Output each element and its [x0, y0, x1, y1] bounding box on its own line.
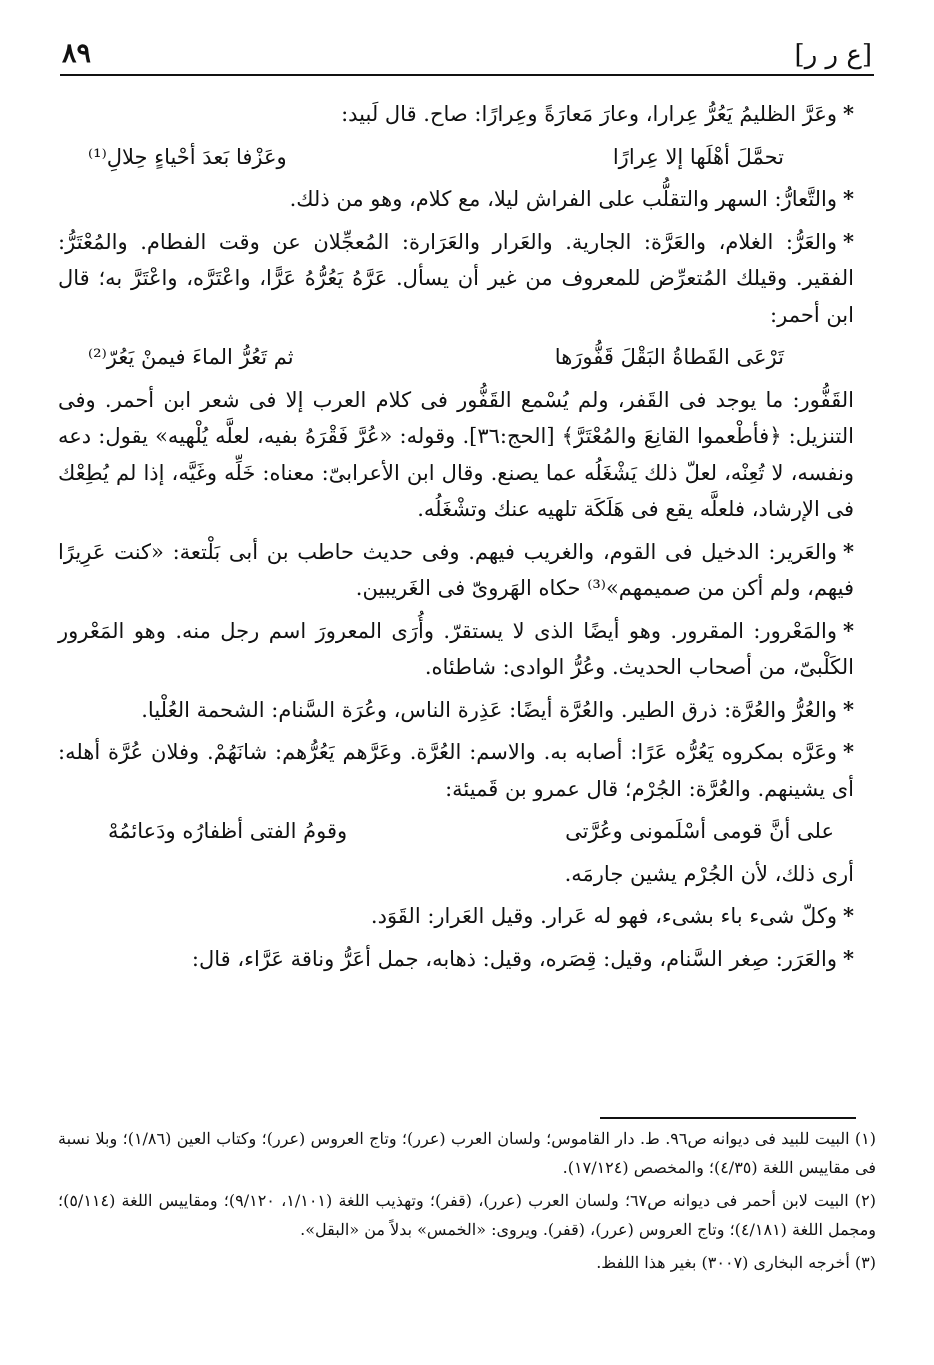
- paragraph: [58, 941, 854, 978]
- footnote-rule: [600, 1117, 856, 1119]
- verse-first-hemistich: تَرْعَى القَطاةُ البَقْلَ قَفُّورَها: [554, 345, 784, 369]
- paragraph-text: والعُرُّ والعُرَّة: ذرق الطير. والعُرَّة أيضًا: عَذِرة الناس، وعُرَة السَّنام: الشحمة العُلْيا.: [141, 697, 838, 722]
- star-marker: *: [843, 538, 854, 564]
- paragraph-text: وعَرَّ الظليمُ يَعُرُّ عِرارا، وعارَ مَعارَةً وعِرارًا: صاح. قال لَبيد:: [341, 102, 838, 126]
- page-header: [60, 38, 874, 78]
- paragraph: [58, 534, 854, 607]
- header-rule: [60, 74, 874, 76]
- verse-line: [58, 339, 854, 376]
- paragraph: [58, 898, 854, 935]
- verse-line: [58, 139, 854, 176]
- paragraph: [58, 382, 854, 528]
- root-heading: [ع ر ر]: [794, 40, 872, 70]
- paragraph-text: وكلّ شىء باء بشىء، فهو له عَرار. وقيل العَرار: القَوَد.: [370, 904, 838, 928]
- paragraph-text: القَفُّور: ما يوجد فى القَفر، ولم يُسْمع القَفُّور فى كلام العرب إلا فى شعر ابن أحمر. وفى التنزيل: ﴿فأطْعموا القانِعَ والمُعْتَرَّ﴾ [الحج:٣٦]. وقوله: «عُرَّ فَقْرَهُ بفيه، لعلَّه يُلْهيه» يقول: دعه ونفسه، لا تُعِنْه، لعلّ ذلك يَشْغَلُه عما يصنع. وقال ابن الأعرابىّ: معناه: خَلِّه وغَيَّه، إذا لم يُطِعْك فى الإرشاد، فلعلَّه يقع فى هَلَكَة تلهيه عنك وتشْغَلُه.: [58, 387, 854, 521]
- paragraph: [58, 224, 854, 334]
- star-marker: *: [843, 696, 854, 722]
- verse-second-hemistich: وقومُ الفتى أظفارُه ودَعائمُهْ: [108, 819, 348, 843]
- star-marker: *: [843, 228, 854, 254]
- verse-second-hemistich: وعَزْفا بَعدَ أحْياءٍ حِلالِ⁽¹⁾: [88, 144, 287, 169]
- verse-second-hemistich: ثم تَعُرُّ الماءَ فيمنْ يَعُرّ⁽²⁾: [88, 345, 294, 369]
- star-marker: *: [843, 903, 854, 928]
- paragraph-text: والمَعْرور: المقرور. وهو أيضًا الذى لا يستقرّ. وأُرَى المعرورَ اسم رجل منه. وهو المَعْرور الكَلْبىّ، من أصحاب الحديث. وعُرُّ الوادى: شاطئاه.: [58, 618, 854, 679]
- verse-first-hemistich: على أنَّ قومى أسْلَمونى وعُرَّتى: [565, 819, 834, 843]
- star-marker: *: [843, 739, 854, 764]
- footnote: (١) البيت للبيد فى ديوانه ص٩٦. ط. دار القاموس؛ ولسان العرب (عرر)؛ وتاج العروس (عرر)؛ وكتاب العين (١/٨٦)؛ وبلا نسبة فى مقاييس اللغة (٤/٣٥)؛ والمخصص (١٧/١٢٤).: [58, 1129, 877, 1177]
- verse-line: [58, 813, 854, 850]
- star-marker: *: [843, 101, 854, 126]
- main-text: [58, 96, 854, 983]
- paragraph: [58, 181, 854, 218]
- paragraph-text: والعَرُّ: الغلام، والعَرَّة: الجارية. والعَرار والعَرَارة: المُعجِّلان عن وقت الفطام. والمُعْتَرُّ: الفقير. وقيلك المُتعرِّض للمعروف من غير أن يسأل. عَرَّهُ يَعُرُّهُ عَرًّا، واعْتَرَّه، واعْتَرَّ به؛ قال ابن أحمر:: [58, 229, 854, 327]
- paragraph-text: أرى ذلك، لأن الجُرْم يشين جارمَه.: [564, 861, 854, 886]
- paragraph: [58, 856, 854, 893]
- footnotes: [58, 1124, 876, 1281]
- footnote: (٣) أخرجه البخارى (٣٠٠٧) بغير هذا اللفظ.: [596, 1253, 876, 1272]
- paragraph-text: والعَرير: الدخيل فى القوم، والغريب فيهم. وفى حديث حاطب بن أبى بَلْتعة: «كنت عَرِيرًا فيهم، ولم أكن من صميمهم»⁽³⁾ حكاه الهَروىّ فى الغَريبين.: [58, 539, 854, 600]
- paragraph: [58, 692, 854, 729]
- paragraph-text: والتَّعارُّ: السهر والتقلُّب على الفراش ليلا، مع كلام، وهو من ذلك.: [289, 187, 838, 211]
- star-marker: *: [843, 186, 854, 211]
- star-marker: *: [843, 617, 854, 643]
- paragraph: [58, 613, 854, 686]
- star-marker: *: [843, 945, 854, 971]
- verse-first-hemistich: تحمَّلَ أهْلَها إلا عِرارًا: [612, 144, 784, 169]
- paragraph-text: والعَرَر: صِغر السَّنام، وقيل: قِصَره، وقيل: ذهابه، جمل أعَرُّ وناقة عَرَّاء، قال:: [191, 946, 838, 971]
- paragraph-text: وعَرَّه بمكروه يَعُرُّه عَرًا: أصابه به. والاسم: العُرَّة. وعَرَّهم يَعُرُّهم: شانَهُمْ. وفلان عُرَّة أهله: أى يشينهم. والعُرَّة: الجُرْم؛ قال عمرو بن قَميئة:: [58, 740, 854, 801]
- paragraph: [58, 734, 854, 807]
- footnote: (٢) البيت لابن أحمر فى ديوانه ص٦٧؛ ولسان العرب (عرر)، (قفر)؛ وتهذيب اللغة (١/١٠١، ٩/١٢٠)؛ ومقاييس اللغة (٥/١١٤)؛ ومجمل اللغة (٤/١٨١)؛ وتاج العروس (عرر)، (قفر). ويروى: «الخمس» بدلاً من «البقل».: [58, 1191, 876, 1239]
- page-number: ٨٩: [62, 38, 92, 69]
- paragraph: [58, 96, 854, 133]
